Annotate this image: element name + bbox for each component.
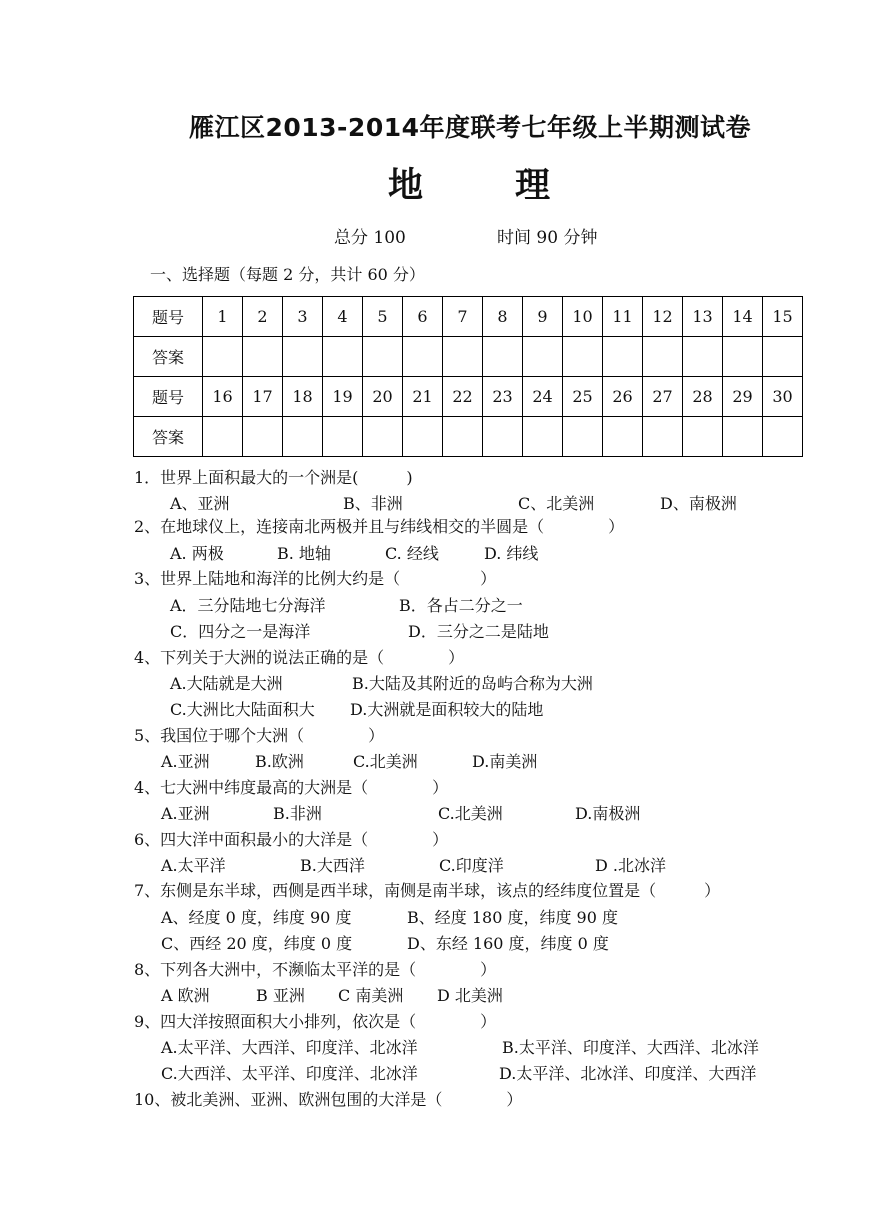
exam-duration: 时间 90 分钟 [497, 228, 598, 248]
question-number: 15 [763, 297, 803, 337]
question-stem: 8、下列各大洲中，不濒临太平洋的是（ ） [134, 960, 497, 979]
question-stem: 4、七大洲中纬度最高的大洲是（ ） [134, 778, 449, 797]
question-number: 29 [723, 377, 763, 417]
exam-title: 雁江区2013-2014年度联考七年级上半期测试卷 [188, 113, 752, 142]
answer-cell[interactable] [283, 337, 323, 377]
question-stem: 7、东侧是东半球，西侧是西半球，南侧是南半球，该点的经纬度位置是（ ） [134, 881, 721, 900]
question-number: 6 [403, 297, 443, 337]
option-c: C.大西洋、太平洋、印度洋、北冰洋 [161, 1064, 418, 1083]
question-stem: 1．世界上面积最大的一个洲是( ) [134, 468, 413, 487]
question-stem: 3、世界上陆地和海洋的比例大约是（ ） [134, 569, 497, 588]
option-b: B、经度 180 度，纬度 90 度 [407, 908, 619, 927]
answer-cell[interactable] [443, 337, 483, 377]
question-number: 4 [323, 297, 363, 337]
question-number: 12 [643, 297, 683, 337]
option-c: C. 经线 [385, 544, 439, 563]
option-b: B．各占二分之一 [399, 596, 523, 615]
option-b: B 亚洲 [256, 986, 305, 1005]
answer-cell[interactable] [763, 417, 803, 457]
question-number: 20 [363, 377, 403, 417]
option-a: A、亚洲 [170, 494, 230, 513]
option-c: C、西经 20 度，纬度 0 度 [161, 934, 353, 953]
table-row [134, 417, 803, 457]
option-a: A.亚洲 [161, 804, 210, 823]
answer-cell[interactable] [243, 337, 283, 377]
question-number: 18 [283, 377, 323, 417]
table-row [134, 337, 803, 377]
option-a: A、经度 0 度，纬度 90 度 [161, 908, 352, 927]
answer-cell[interactable] [363, 337, 403, 377]
question-number: 25 [563, 377, 603, 417]
answer-cell[interactable] [563, 337, 603, 377]
answer-cell[interactable] [323, 337, 363, 377]
option-b: B. 地轴 [277, 544, 331, 563]
option-d: D 北美洲 [437, 986, 503, 1005]
answer-cell[interactable] [523, 417, 563, 457]
option-d: D、东经 160 度，纬度 0 度 [407, 934, 609, 953]
option-a: A 欧洲 [161, 986, 210, 1005]
option-d: D.南极洲 [575, 804, 641, 823]
row-label: 答案 [134, 417, 203, 457]
question-stem: 10、被北美洲、亚洲、欧洲包围的大洋是（ ） [134, 1090, 523, 1109]
answer-cell[interactable] [563, 417, 603, 457]
answer-cell[interactable] [723, 417, 763, 457]
option-b: B.大西洋 [300, 856, 365, 875]
option-c: C 南美洲 [338, 986, 404, 1005]
table-row [134, 297, 803, 337]
answer-cell[interactable] [203, 337, 243, 377]
option-d: D.大洲就是面积较大的陆地 [350, 700, 544, 719]
answer-cell[interactable] [283, 417, 323, 457]
question-number: 16 [203, 377, 243, 417]
question-number: 2 [243, 297, 283, 337]
row-label: 答案 [134, 337, 203, 377]
question-number: 1 [203, 297, 243, 337]
option-d: D、南极洲 [660, 494, 737, 513]
question-number: 14 [723, 297, 763, 337]
option-b: B.太平洋、印度洋、大西洋、北冰洋 [502, 1038, 759, 1057]
question-number: 10 [563, 297, 603, 337]
answer-table [133, 296, 803, 457]
question-number: 21 [403, 377, 443, 417]
question-number: 11 [603, 297, 643, 337]
option-b: B.非洲 [273, 804, 322, 823]
question-number: 30 [763, 377, 803, 417]
answer-cell[interactable] [523, 337, 563, 377]
option-d: D .北冰洋 [595, 856, 667, 875]
option-b: B.欧洲 [255, 752, 304, 771]
option-a: A．三分陆地七分海洋 [170, 596, 326, 615]
answer-cell[interactable] [363, 417, 403, 457]
option-a: A.太平洋 [161, 856, 226, 875]
option-d: D.南美洲 [472, 752, 538, 771]
subject-title-left: 地 [388, 166, 424, 206]
option-b: B.大陆及其附近的岛屿合称为大洲 [352, 674, 593, 693]
option-d: D．三分之二是陆地 [408, 622, 549, 641]
answer-cell[interactable] [483, 337, 523, 377]
question-stem: 2、在地球仪上，连接南北两极并且与纬线相交的半圆是（ ） [134, 517, 625, 536]
option-d: D.太平洋、北冰洋、印度洋、大西洋 [499, 1064, 757, 1083]
answer-cell[interactable] [243, 417, 283, 457]
answer-cell[interactable] [443, 417, 483, 457]
answer-cell[interactable] [403, 417, 443, 457]
question-stem: 6、四大洋中面积最小的大洋是（ ） [134, 830, 449, 849]
option-a: A.大陆就是大洲 [170, 674, 283, 693]
subject-title-right: 理 [515, 166, 551, 206]
question-number: 19 [323, 377, 363, 417]
answer-cell[interactable] [323, 417, 363, 457]
answer-cell[interactable] [603, 417, 643, 457]
answer-cell[interactable] [683, 337, 723, 377]
question-number: 8 [483, 297, 523, 337]
question-number: 17 [243, 377, 283, 417]
option-c: C.北美洲 [353, 752, 418, 771]
option-a: A.太平洋、大西洋、印度洋、北冰洋 [161, 1038, 418, 1057]
option-c: C．四分之一是海洋 [170, 622, 311, 641]
answer-cell[interactable] [483, 417, 523, 457]
question-number: 28 [683, 377, 723, 417]
answer-cell[interactable] [683, 417, 723, 457]
answer-cell[interactable] [763, 337, 803, 377]
option-c: C.大洲比大陆面积大 [170, 700, 315, 719]
question-number: 13 [683, 297, 723, 337]
answer-cell[interactable] [203, 417, 243, 457]
option-a: A. 两极 [170, 544, 224, 563]
question-number: 5 [363, 297, 403, 337]
question-stem: 5、我国位于哪个大洲（ ） [134, 726, 385, 745]
question-stem: 4、下列关于大洲的说法正确的是（ ） [134, 648, 465, 667]
answer-cell[interactable] [723, 337, 763, 377]
table-row [134, 377, 803, 417]
option-d: D. 纬线 [484, 544, 539, 563]
option-a: A.亚洲 [161, 752, 210, 771]
answer-cell[interactable] [643, 417, 683, 457]
answer-cell[interactable] [603, 337, 643, 377]
answer-cell[interactable] [643, 337, 683, 377]
total-score: 总分 100 [334, 228, 406, 248]
option-c: C.印度洋 [439, 856, 504, 875]
option-c: C.北美洲 [438, 804, 503, 823]
section-title: 一、选择题（每题 2 分，共计 60 分） [150, 265, 425, 284]
option-b: B、非洲 [343, 494, 403, 513]
answer-cell[interactable] [403, 337, 443, 377]
question-number: 26 [603, 377, 643, 417]
option-c: C、北美洲 [518, 494, 595, 513]
question-number: 3 [283, 297, 323, 337]
question-number: 7 [443, 297, 483, 337]
row-label: 题号 [134, 377, 203, 417]
question-stem: 9、四大洋按照面积大小排列，依次是（ ） [134, 1012, 497, 1031]
question-number: 27 [643, 377, 683, 417]
row-label: 题号 [134, 297, 203, 337]
question-number: 9 [523, 297, 563, 337]
question-number: 24 [523, 377, 563, 417]
question-number: 23 [483, 377, 523, 417]
question-number: 22 [443, 377, 483, 417]
